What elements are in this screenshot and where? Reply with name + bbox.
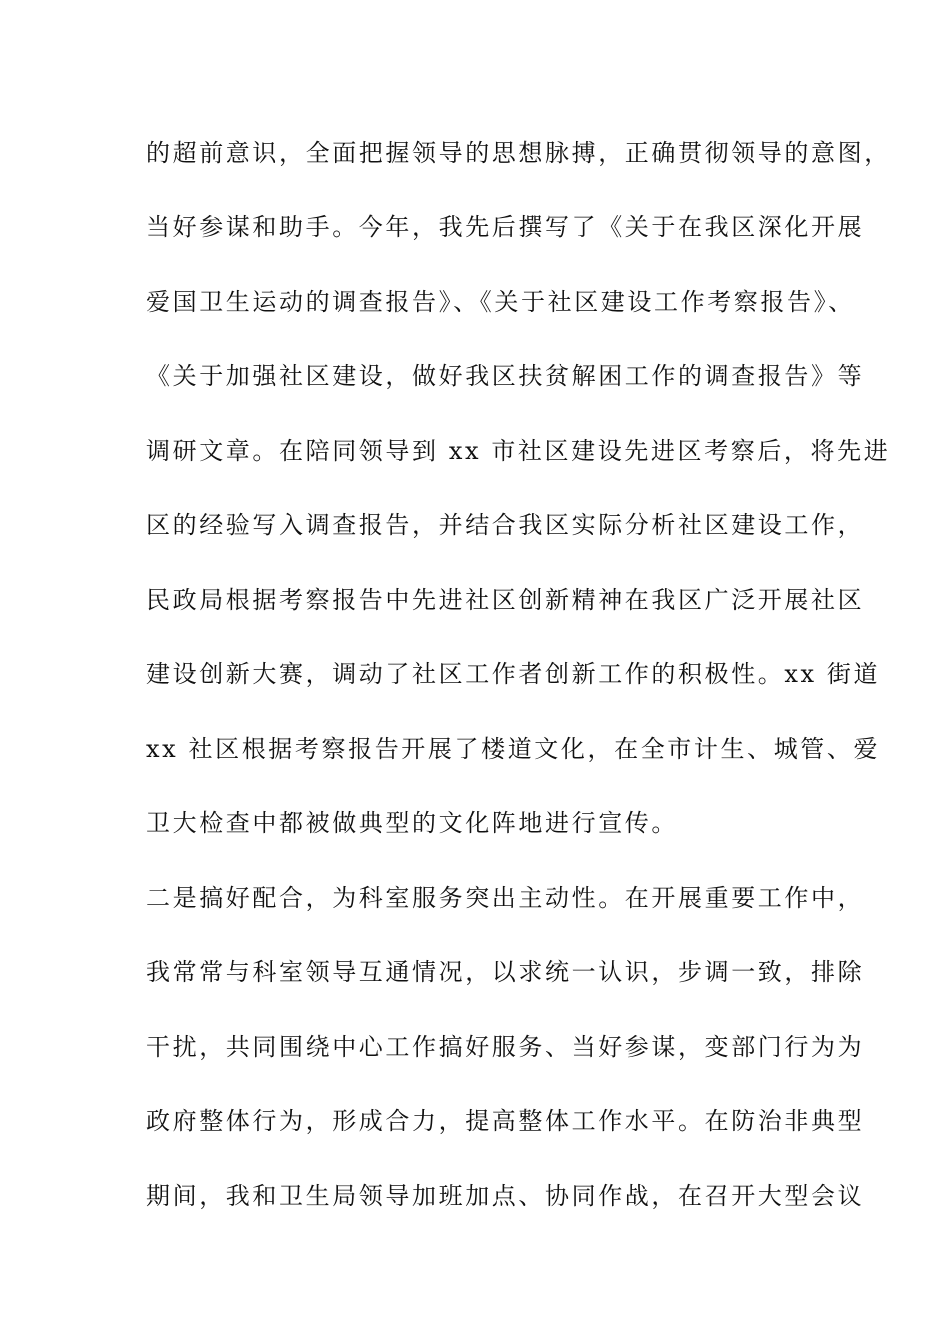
text-line: 区的经验写入调查报告，并结合我区实际分析社区建设工作， [146,511,865,539]
text-line: 卫大检查中都被做典型的文化阵地进行宣传。 [146,809,678,837]
text-line: 建设创新大赛，调动了社区工作者创新工作的积极性。xx 街道 [146,660,881,688]
text-line: 《关于加强社区建设，做好我区扶贫解困工作的调查报告》等 [146,362,865,390]
text-line: 的超前意识，全面把握领导的思想脉搏，正确贯彻领导的意图， [146,139,891,167]
text-line: 民政局根据考察报告中先进社区创新精神在我区广泛开展社区 [146,586,865,614]
text-line: 政府整体行为，形成合力，提高整体工作水平。在防治非典型 [146,1107,865,1135]
text-line: 当好参谋和助手。今年，我先后撰写了《关于在我区深化开展 [146,213,865,241]
text-line: 我常常与科室领导互通情况，以求统一认识，步调一致，排除 [146,958,865,986]
text-line: 干扰，共同围绕中心工作搞好服务、当好参谋，变部门行为为 [146,1033,865,1061]
text-line: 二是搞好配合，为科室服务突出主动性。在开展重要工作中， [146,884,865,912]
text-line: 期间，我和卫生局领导加班加点、协同作战，在召开大型会议 [146,1182,865,1210]
text-line: 调研文章。在陪同领导到 xx 市社区建设先进区考察后，将先进 [146,437,891,465]
text-line: 爱国卫生运动的调查报告》、《关于社区建设工作考察报告》、 [146,288,855,316]
text-line: xx 社区根据考察报告开展了楼道文化，在全市计生、城管、爱 [146,735,881,763]
